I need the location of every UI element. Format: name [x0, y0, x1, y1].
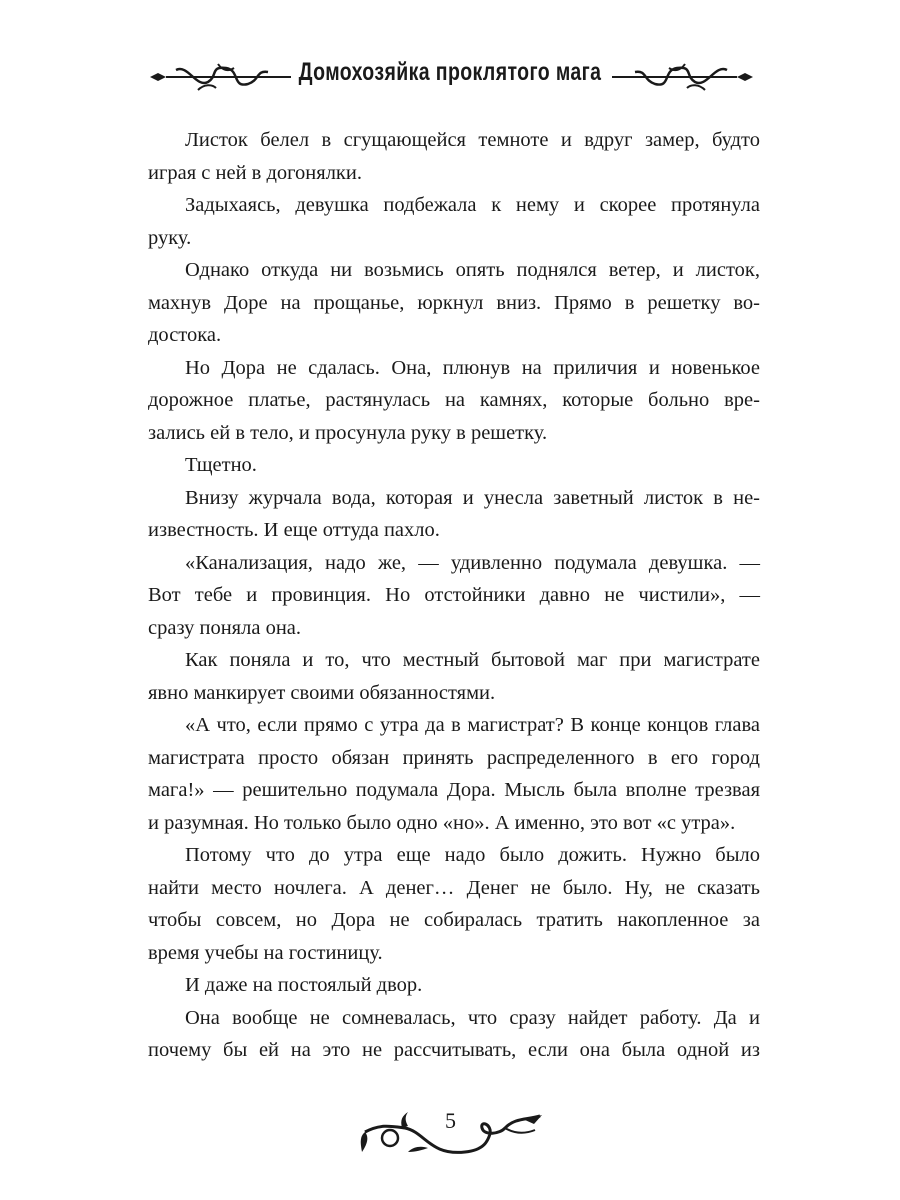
paragraph — [148, 189, 760, 254]
text-line: мага!» — решительно подумала Дора. Мысль была вполне трезвая — [148, 779, 760, 801]
paragraph — [148, 1002, 760, 1067]
text-line: зались ей в тело, и просунула руку в решетку. — [148, 421, 548, 444]
paragraph — [148, 352, 760, 450]
text-line: Но Дора не сдалась. Она, плюнув на приличия и новенькое — [185, 356, 760, 379]
running-header — [0, 56, 900, 96]
text-line: Внизу журчала вода, которая и унесла заветный листок в не- — [185, 486, 760, 509]
text-line: Однако откуда ни возьмись опять поднялся ветер, и листок, — [185, 259, 760, 281]
text-line: Она вообще не сомневалась, что сразу найдет работу. Да и — [185, 1006, 760, 1029]
paragraph — [148, 547, 760, 645]
text-line: Тщетно. — [185, 454, 257, 476]
text-line: достока. — [148, 324, 222, 346]
page-number: 5 — [445, 1108, 456, 1133]
paragraph — [148, 839, 760, 969]
text-line: известность. И еще оттуда пахло. — [148, 519, 440, 541]
text-line: играя с ней в догонялки. — [148, 161, 362, 184]
text-line: найти место ночлега. А денег… Денег не было. Ну, не сказать — [148, 876, 760, 899]
text-line: сразу поняла она. — [148, 616, 302, 639]
text-line: время учебы на гостиницу. — [148, 941, 383, 964]
text-line: магистрата просто обязан принять распределенного в его город — [148, 746, 760, 769]
text-line: «А что, если прямо с утра да в магистрат? В конце концов глава — [185, 714, 760, 736]
text-line: чтобы совсем, но Дора не собиралась тратить накопленное за — [148, 909, 760, 931]
text-line: почему бы ей на это не рассчитывать, если она была одной из — [148, 1039, 760, 1061]
text-line: Листок белел в сгущающейся темноте и вдруг замер, будто — [185, 129, 760, 151]
paragraph — [148, 969, 760, 1002]
paragraph — [148, 709, 760, 839]
text-line: Как поняла и то, что местный бытовой маг при магистрате — [185, 649, 760, 671]
left-ornament-icon — [148, 62, 293, 92]
paragraph — [148, 449, 760, 482]
page-body-text — [148, 124, 760, 1067]
paragraph — [148, 644, 760, 709]
paragraph — [148, 254, 760, 352]
text-line: и разумная. Но только было одно «но». А именно, это вот «с утра». — [148, 811, 736, 834]
page-footer — [330, 1090, 570, 1160]
text-line: явно манкирует своими обязанностями. — [148, 681, 496, 704]
book-title: Домохозяйка проклятого мага — [298, 58, 602, 86]
text-line: «Канализация, надо же, — удивленно подумала девушка. — — [185, 551, 760, 574]
text-line: дорожное платье, растянулась на камнях, которые больно вре- — [148, 389, 760, 411]
text-line: И даже на постоялый двор. — [185, 974, 423, 996]
text-line: махнув Доре на прощанье, юркнул вниз. Прямо в решетку во- — [148, 291, 760, 314]
right-ornament-icon — [610, 62, 755, 92]
text-line: руку. — [148, 226, 192, 249]
paragraph — [148, 124, 760, 189]
text-line: Вот тебе и провинция. Но отстойники давно не чистили», — — [148, 584, 760, 606]
text-line: Задыхаясь, девушка подбежала к нему и скорее протянула — [185, 194, 760, 216]
text-line: Потому что до утра еще надо было дожить. Нужно было — [185, 844, 760, 866]
paragraph — [148, 482, 760, 547]
